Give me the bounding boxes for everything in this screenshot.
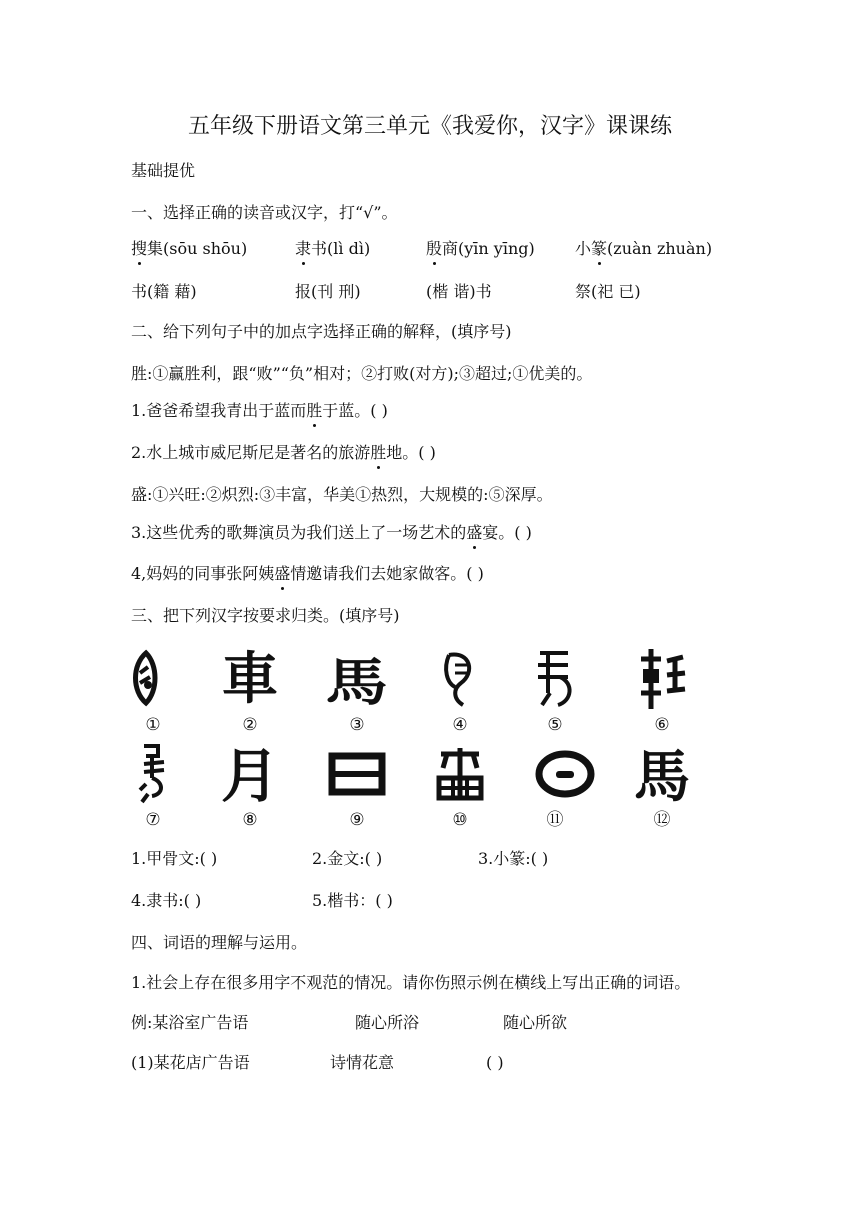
q1-item-text: 集(sōu shōu) <box>147 239 248 258</box>
lishu-ma2-glyph-icon <box>627 738 697 808</box>
exercise-1-answer-blank[interactable]: ( ) <box>486 1053 504 1072</box>
q1-item-1 <box>131 239 247 259</box>
q3-heading: 三、把下列汉字按要求归类。(填序号) <box>131 606 400 625</box>
glyph-number: ④ <box>452 715 468 735</box>
kaishu-yue-glyph-icon <box>215 738 285 808</box>
seal-ma-glyph-icon <box>520 643 590 713</box>
oracle-eye-glyph-icon <box>118 643 188 713</box>
q2-sentence-2 <box>131 443 436 463</box>
bronze-ri-glyph-icon <box>322 738 392 808</box>
q4-item-1: 1.社会上存在很多用字不观范的情况。请你伤照示例在横线上写出正确的词语。 <box>131 973 691 992</box>
sentence-text: 2.水上城市威尼斯尼是著名的旅游 <box>131 443 371 462</box>
glyph-number: ⑦ <box>145 810 161 830</box>
bronze-che-glyph-icon <box>627 643 697 713</box>
sentence-text: 4,妈妈的同事张阿姨 <box>131 564 275 583</box>
section-heading: 基础提优 <box>131 161 196 180</box>
dotted-char: 胜 <box>370 443 387 462</box>
seal-che-glyph-icon <box>425 738 495 808</box>
q2-definition-sheng: 胜:①赢胜利，跟“败”“负”相对；②打败(对方);③超过;①优美的。 <box>131 364 593 383</box>
q1-item-text: (zuàn zhuàn) <box>607 239 713 258</box>
dotted-char: 篆 <box>591 239 608 258</box>
q1-item-2 <box>295 239 370 259</box>
q1-item-4 <box>575 239 712 259</box>
q1-choice-3: (楷 谐)书 <box>426 282 492 301</box>
glyph-number: ⑥ <box>654 715 670 735</box>
q2-sentence-3 <box>131 523 532 543</box>
q1-item-text: 书(lì dì) <box>311 239 371 258</box>
answer-oracle-bone[interactable]: 1.甲骨文:( ) <box>131 849 218 868</box>
q2-sentence-4 <box>131 564 484 584</box>
answer-clerical[interactable]: 4.隶书:( ) <box>131 891 202 910</box>
answer-regular[interactable]: 5.楷书：( ) <box>312 891 393 910</box>
q1-heading: 一、选择正确的读音或汉字，打“√”。 <box>131 203 398 222</box>
dotted-char: 胜 <box>306 401 323 420</box>
q2-sentence-1 <box>131 401 388 421</box>
q2-definition-sheng2: 盛:①兴旺:②炽烈:③丰富，华美①热烈，大规模的:⑤深厚。 <box>131 485 553 504</box>
lishu-ma-glyph-icon <box>322 643 392 713</box>
sentence-text: 1.爸爸希望我青出于蓝而 <box>131 401 307 420</box>
svg-text:馬: 馬 <box>325 653 388 713</box>
glyph-number: ⑧ <box>242 810 258 830</box>
dotted-char: 搜 <box>131 239 148 258</box>
example-wrong-word: 随心所浴 <box>355 1013 420 1032</box>
glyph-number: ⑫ <box>653 810 671 830</box>
page-title: 五年级下册语文第三单元《我爱你，汉字》课课练 <box>187 114 672 139</box>
glyph-number: ③ <box>349 715 365 735</box>
dotted-char: 隶 <box>295 239 312 258</box>
q1-item-text: 商(yīn yīng) <box>442 239 535 258</box>
exercise-1-wrong-word: 诗情花意 <box>330 1053 395 1072</box>
exercise-1-label: (1)某花店广告语 <box>131 1053 250 1072</box>
kaishu-che-glyph-icon <box>215 643 285 713</box>
q1-item-3 <box>426 239 535 259</box>
answer-bronze[interactable]: 2.金文:( ) <box>312 849 383 868</box>
svg-text:月: 月 <box>220 742 280 808</box>
sentence-text: 地。( ) <box>386 443 436 462</box>
svg-text:馬: 馬 <box>634 744 690 808</box>
glyph-number: ⑤ <box>547 715 563 735</box>
sentence-text: 于蓝。( ) <box>322 401 388 420</box>
q4-heading: 四、词语的理解与运用。 <box>131 933 308 952</box>
dotted-char: 盛 <box>274 564 291 583</box>
example-label: 例:某浴室广告语 <box>131 1013 249 1032</box>
sentence-text: 情邀请我们去她家做客。( ) <box>290 564 484 583</box>
glyph-number: ① <box>145 715 161 735</box>
glyph-number: ⑨ <box>349 810 365 830</box>
dotted-char: 殷 <box>426 239 443 258</box>
q1-choice-1: 书(籍 藉) <box>131 282 197 301</box>
example-correct-word: 随心所欲 <box>503 1013 568 1032</box>
q1-item-text: 小 <box>575 239 592 258</box>
q1-choice-2: 报(刊 刑) <box>295 282 361 301</box>
q2-heading: 二、给下列句子中的加点字选择正确的解释，(填序号) <box>131 322 512 341</box>
svg-text:車: 車 <box>222 646 278 712</box>
dotted-char: 盛 <box>466 523 483 542</box>
glyph-number: ⑪ <box>546 810 564 830</box>
sentence-text: 3.这些优秀的歌舞演员为我们送上了一场艺术的 <box>131 523 467 542</box>
sentence-text: 宴。( ) <box>482 523 532 542</box>
seal-yue-glyph-icon <box>425 643 495 713</box>
seal-ri-glyph-icon <box>530 738 600 808</box>
glyph-number: ⑩ <box>452 810 468 830</box>
glyph-number: ② <box>242 715 258 735</box>
oracle-ma-glyph-icon <box>118 738 188 808</box>
q1-choice-4: 祭(祀 已) <box>575 282 641 301</box>
answer-small-seal[interactable]: 3.小篆:( ) <box>478 849 549 868</box>
